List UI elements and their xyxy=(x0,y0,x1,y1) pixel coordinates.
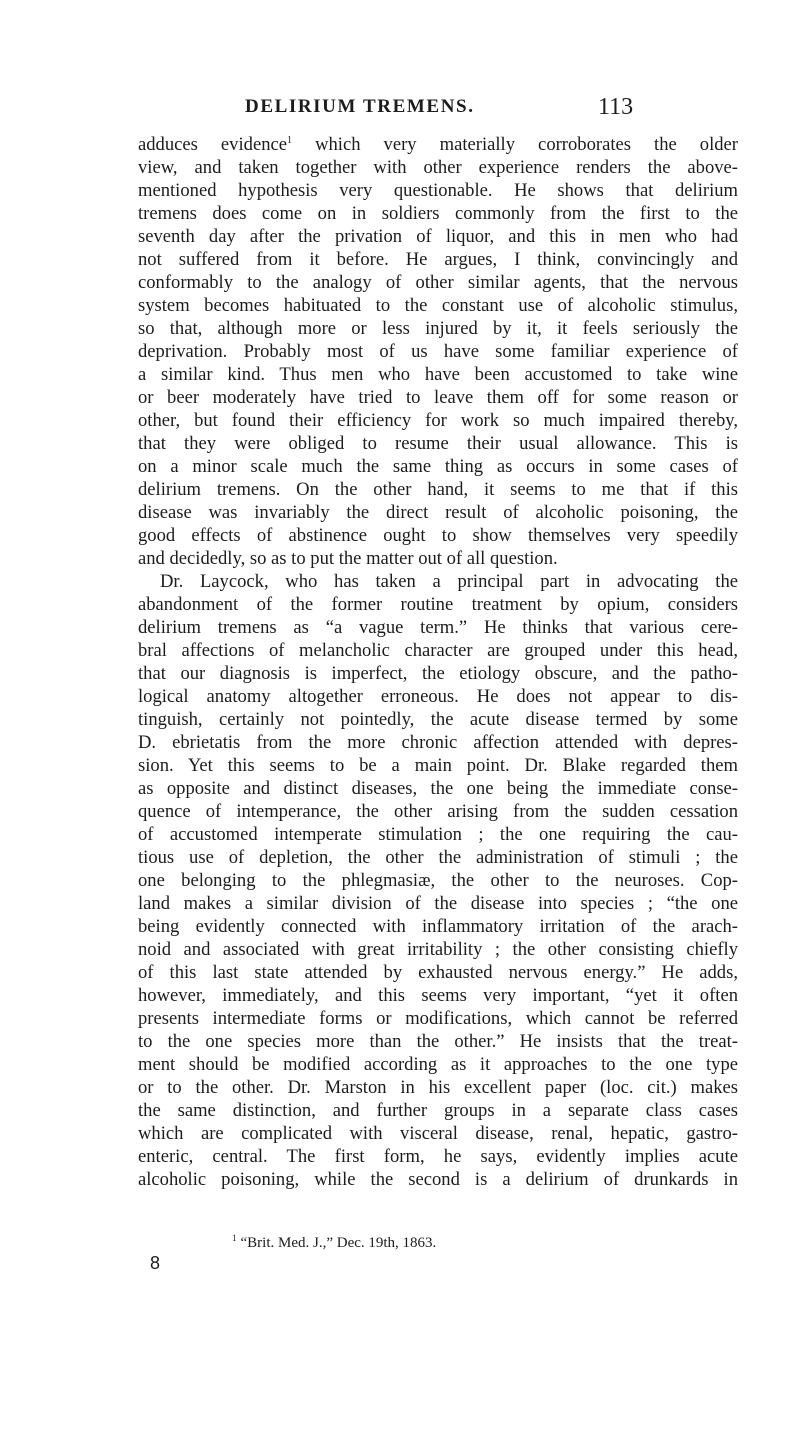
page-number: 113 xyxy=(598,94,634,120)
text-line: delirium tremens. On the other hand, it seems to me that if this xyxy=(138,479,738,500)
text-line: or to the other. Dr. Marston in his excellent paper (loc. cit.) makes xyxy=(138,1077,738,1098)
text-line: the same distinction, and further groups in a separate class cases xyxy=(138,1100,738,1121)
text-line: however, immediately, and this seems very important, “yet it often xyxy=(138,985,738,1006)
text-line: one belonging to the phlegmasiæ, the other to the neuroses. Cop- xyxy=(138,870,738,891)
text-line: tremens does come on in soldiers commonly from the first to the xyxy=(138,203,738,224)
text-line: alcoholic poisoning, while the second is a delirium of drunkards in xyxy=(138,1169,738,1190)
text-line-end: which very materially corroborates the older xyxy=(292,134,738,155)
text-line: system becomes habituated to the constant use of alcoholic stimulus, xyxy=(138,295,738,316)
signature-mark: 8 xyxy=(150,1253,161,1273)
text-line: that they were obliged to resume their usual allowance. This is xyxy=(138,433,738,454)
text-line: seventh day after the privation of liquor, and this in men who had xyxy=(138,226,738,247)
text-line: disease was invariably the direct result of alcoholic poisoning, the xyxy=(138,502,738,523)
footnote-text: “Brit. Med. J.,” Dec. 19th, 1863. xyxy=(240,1235,437,1251)
text-line-start: adduces evidence xyxy=(138,134,288,155)
text-line: on a minor scale much the same thing as occurs in some cases of xyxy=(138,456,738,477)
text-line: mentioned hypothesis very questionable. He shows that delirium xyxy=(138,180,738,201)
text-line: noid and associated with great irritability ; the other consisting chiefly xyxy=(138,939,738,960)
footnote-reference: 1 xyxy=(287,134,293,146)
text-line: that our diagnosis is imperfect, the etiology obscure, and the patho- xyxy=(138,663,738,684)
text-line: land makes a similar division of the disease into species ; “the one xyxy=(138,893,738,914)
text-line: not suffered from it before. He argues, I think, convincingly and xyxy=(138,249,738,270)
text-line: ment should be modified according as it approaches to the one type xyxy=(138,1054,738,1075)
text-line: other, but found their efficiency for work so much impaired thereby, xyxy=(138,410,738,431)
text-line: of this last state attended by exhausted nervous energy.” He adds, xyxy=(138,962,738,983)
text-line: logical anatomy altogether erroneous. He does not appear to dis- xyxy=(138,686,738,707)
text-line: good effects of abstinence ought to show themselves very speedily xyxy=(138,525,738,546)
text-line: abandonment of the former routine treatment by opium, considers xyxy=(138,594,738,615)
text-line: enteric, central. The first form, he says, evidently implies acute xyxy=(138,1146,738,1167)
text-line: delirium tremens as “a vague term.” He thinks that various cere- xyxy=(138,617,738,638)
text-line: bral affections of melancholic character are grouped under this head, xyxy=(138,640,738,661)
text-line: tious use of depletion, the other the administration of stimuli ; the xyxy=(138,847,738,868)
text-line: tinguish, certainly not pointedly, the acute disease termed by some xyxy=(138,709,738,730)
text-line: a similar kind. Thus men who have been accustomed to take wine xyxy=(138,364,738,385)
text-line: D. ebrietatis from the more chronic affection attended with depres- xyxy=(138,732,738,753)
text-line: so that, although more or less injured by it, it feels seriously the xyxy=(138,318,738,339)
text-line: or beer moderately have tried to leave them off for some reason or xyxy=(138,387,738,408)
text-line: of accustomed intemperate stimulation ; the one requiring the cau- xyxy=(138,824,738,845)
text-line: conformably to the analogy of other similar agents, that the nervous xyxy=(138,272,738,293)
text-line: presents intermediate forms or modifications, which cannot be referred xyxy=(138,1008,738,1029)
text-line xyxy=(138,133,738,156)
text-line: to the one species more than the other.” He insists that the treat- xyxy=(138,1031,738,1052)
running-head xyxy=(0,90,800,124)
text-line: as opposite and distinct diseases, the one being the immediate conse- xyxy=(138,778,738,799)
text-line: and decidedly, so as to put the matter out of all question. xyxy=(138,548,558,569)
text-line: being evidently connected with inflammatory irritation of the arach- xyxy=(138,916,738,937)
text-line: sion. Yet this seems to be a main point. Dr. Blake regarded them xyxy=(138,755,738,776)
text-line: which are complicated with visceral disease, renal, hepatic, gastro- xyxy=(138,1123,738,1144)
text-line: deprivation. Probably most of us have some familiar experience of xyxy=(138,341,738,362)
body-text xyxy=(138,133,738,1191)
running-title: DELIRIUM TREMENS. xyxy=(245,96,475,117)
text-line: view, and taken together with other experience renders the above- xyxy=(138,157,738,178)
text-line: Dr. Laycock, who has taken a principal part in advocating the xyxy=(160,571,738,592)
footnote xyxy=(232,1233,436,1253)
text-line: quence of intemperance, the other arising from the sudden cessation xyxy=(138,801,738,822)
footnote-mark: 1 xyxy=(232,1233,237,1243)
